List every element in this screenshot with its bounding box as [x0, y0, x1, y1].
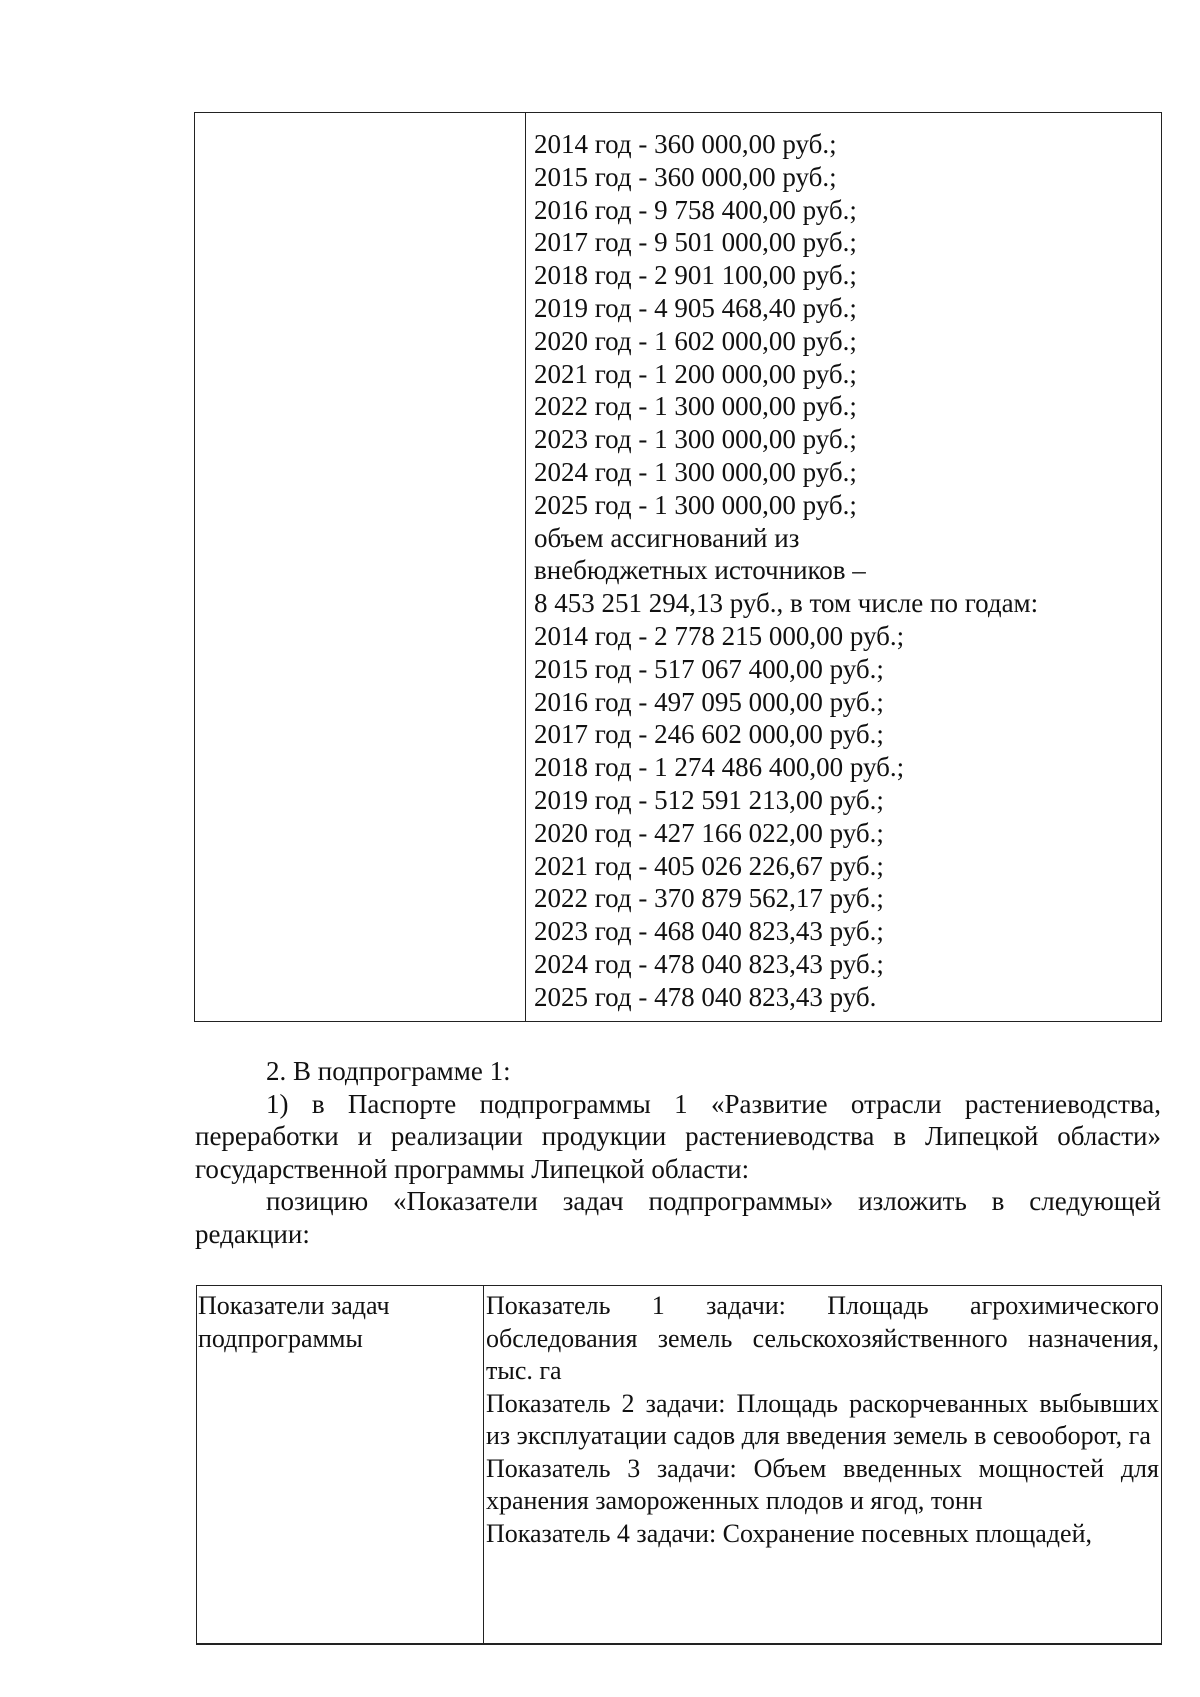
- table-column-divider: [525, 113, 526, 1021]
- funding-line: 2015 год - 517 067 400,00 руб.;: [534, 653, 884, 684]
- funding-line: 2023 год - 1 300 000,00 руб.;: [534, 424, 857, 455]
- funding-line: 2023 год - 468 040 823,43 руб.;: [534, 916, 884, 947]
- funding-line: объем ассигнований из: [534, 522, 800, 553]
- funding-line: 2024 год - 478 040 823,43 руб.;: [534, 948, 884, 979]
- funding-line: 2024 год - 1 300 000,00 руб.;: [534, 456, 857, 487]
- indicators-label-cell: Показатели задач подпрограммы: [198, 1291, 390, 1353]
- funding-table: [194, 112, 1162, 1022]
- funding-line: 2025 год - 1 300 000,00 руб.;: [534, 489, 857, 520]
- funding-line: 2015 год - 360 000,00 руб.;: [534, 161, 837, 192]
- indicator-3: Показатель 3 задачи: Объем введенных мощностей для хранения замороженных плодов и ягод, тонн: [486, 1453, 1159, 1515]
- funding-line: 2017 год - 9 501 000,00 руб.;: [534, 227, 857, 258]
- funding-line: 2016 год - 497 095 000,00 руб.;: [534, 686, 884, 717]
- indicators-table: [196, 1285, 1162, 1645]
- funding-line: 2014 год - 2 778 215 000,00 руб.;: [534, 620, 905, 651]
- funding-line: 2022 год - 370 879 562,17 руб.;: [534, 883, 884, 914]
- funding-line: 2025 год - 478 040 823,43 руб.: [534, 981, 877, 1012]
- funding-line: 8 453 251 294,13 руб., в том числе по годам:: [534, 588, 1039, 619]
- funding-line: 2019 год - 512 591 213,00 руб.;: [534, 784, 884, 815]
- funding-line: 2016 год - 9 758 400,00 руб.;: [534, 194, 857, 225]
- funding-cell: [534, 128, 1153, 1014]
- table-column-divider: [483, 1286, 484, 1643]
- section-heading: 2. В подпрограмме 1:: [266, 1056, 511, 1086]
- funding-line: 2019 год - 4 905 468,40 руб.;: [534, 292, 857, 323]
- funding-line: 2018 год - 1 274 486 400,00 руб.;: [534, 752, 905, 783]
- instruction-paragraph: позицию «Показатели задач подпрограммы» изложить в следующей редакции:: [195, 1186, 1161, 1249]
- indicator-2: Показатель 2 задачи: Площадь раскорчеванных выбывших из эксплуатации садов для введения земель в севооборот, га: [486, 1388, 1159, 1450]
- amendment-text: [195, 1055, 1161, 1250]
- funding-line: 2014 год - 360 000,00 руб.;: [534, 129, 837, 159]
- funding-line: 2021 год - 1 200 000,00 руб.;: [534, 358, 857, 389]
- indicators-content-cell: [486, 1290, 1159, 1550]
- funding-line: 2020 год - 427 166 022,00 руб.;: [534, 817, 884, 848]
- funding-line: 2021 год - 405 026 226,67 руб.;: [534, 850, 884, 881]
- funding-line: 2017 год - 246 602 000,00 руб.;: [534, 719, 884, 750]
- funding-line: 2020 год - 1 602 000,00 руб.;: [534, 325, 857, 356]
- indicator-4: Показатель 4 задачи: Сохранение посевных площадей,: [486, 1518, 1092, 1548]
- funding-line: 2022 год - 1 300 000,00 руб.;: [534, 391, 857, 422]
- funding-line: 2018 год - 2 901 100,00 руб.;: [534, 260, 857, 291]
- item-1-paragraph: 1) в Паспорте подпрограммы 1 «Развитие отрасли растениеводства, переработки и реализации продукции растениеводства в Липецкой области» государственной программы Липецкой области:: [195, 1088, 1161, 1184]
- funding-line: внебюджетных источников –: [534, 555, 866, 586]
- indicator-1: Показатель 1 задачи: Площадь агрохимического обследования земель сельскохозяйственного назначения, тыс. га: [486, 1291, 1159, 1385]
